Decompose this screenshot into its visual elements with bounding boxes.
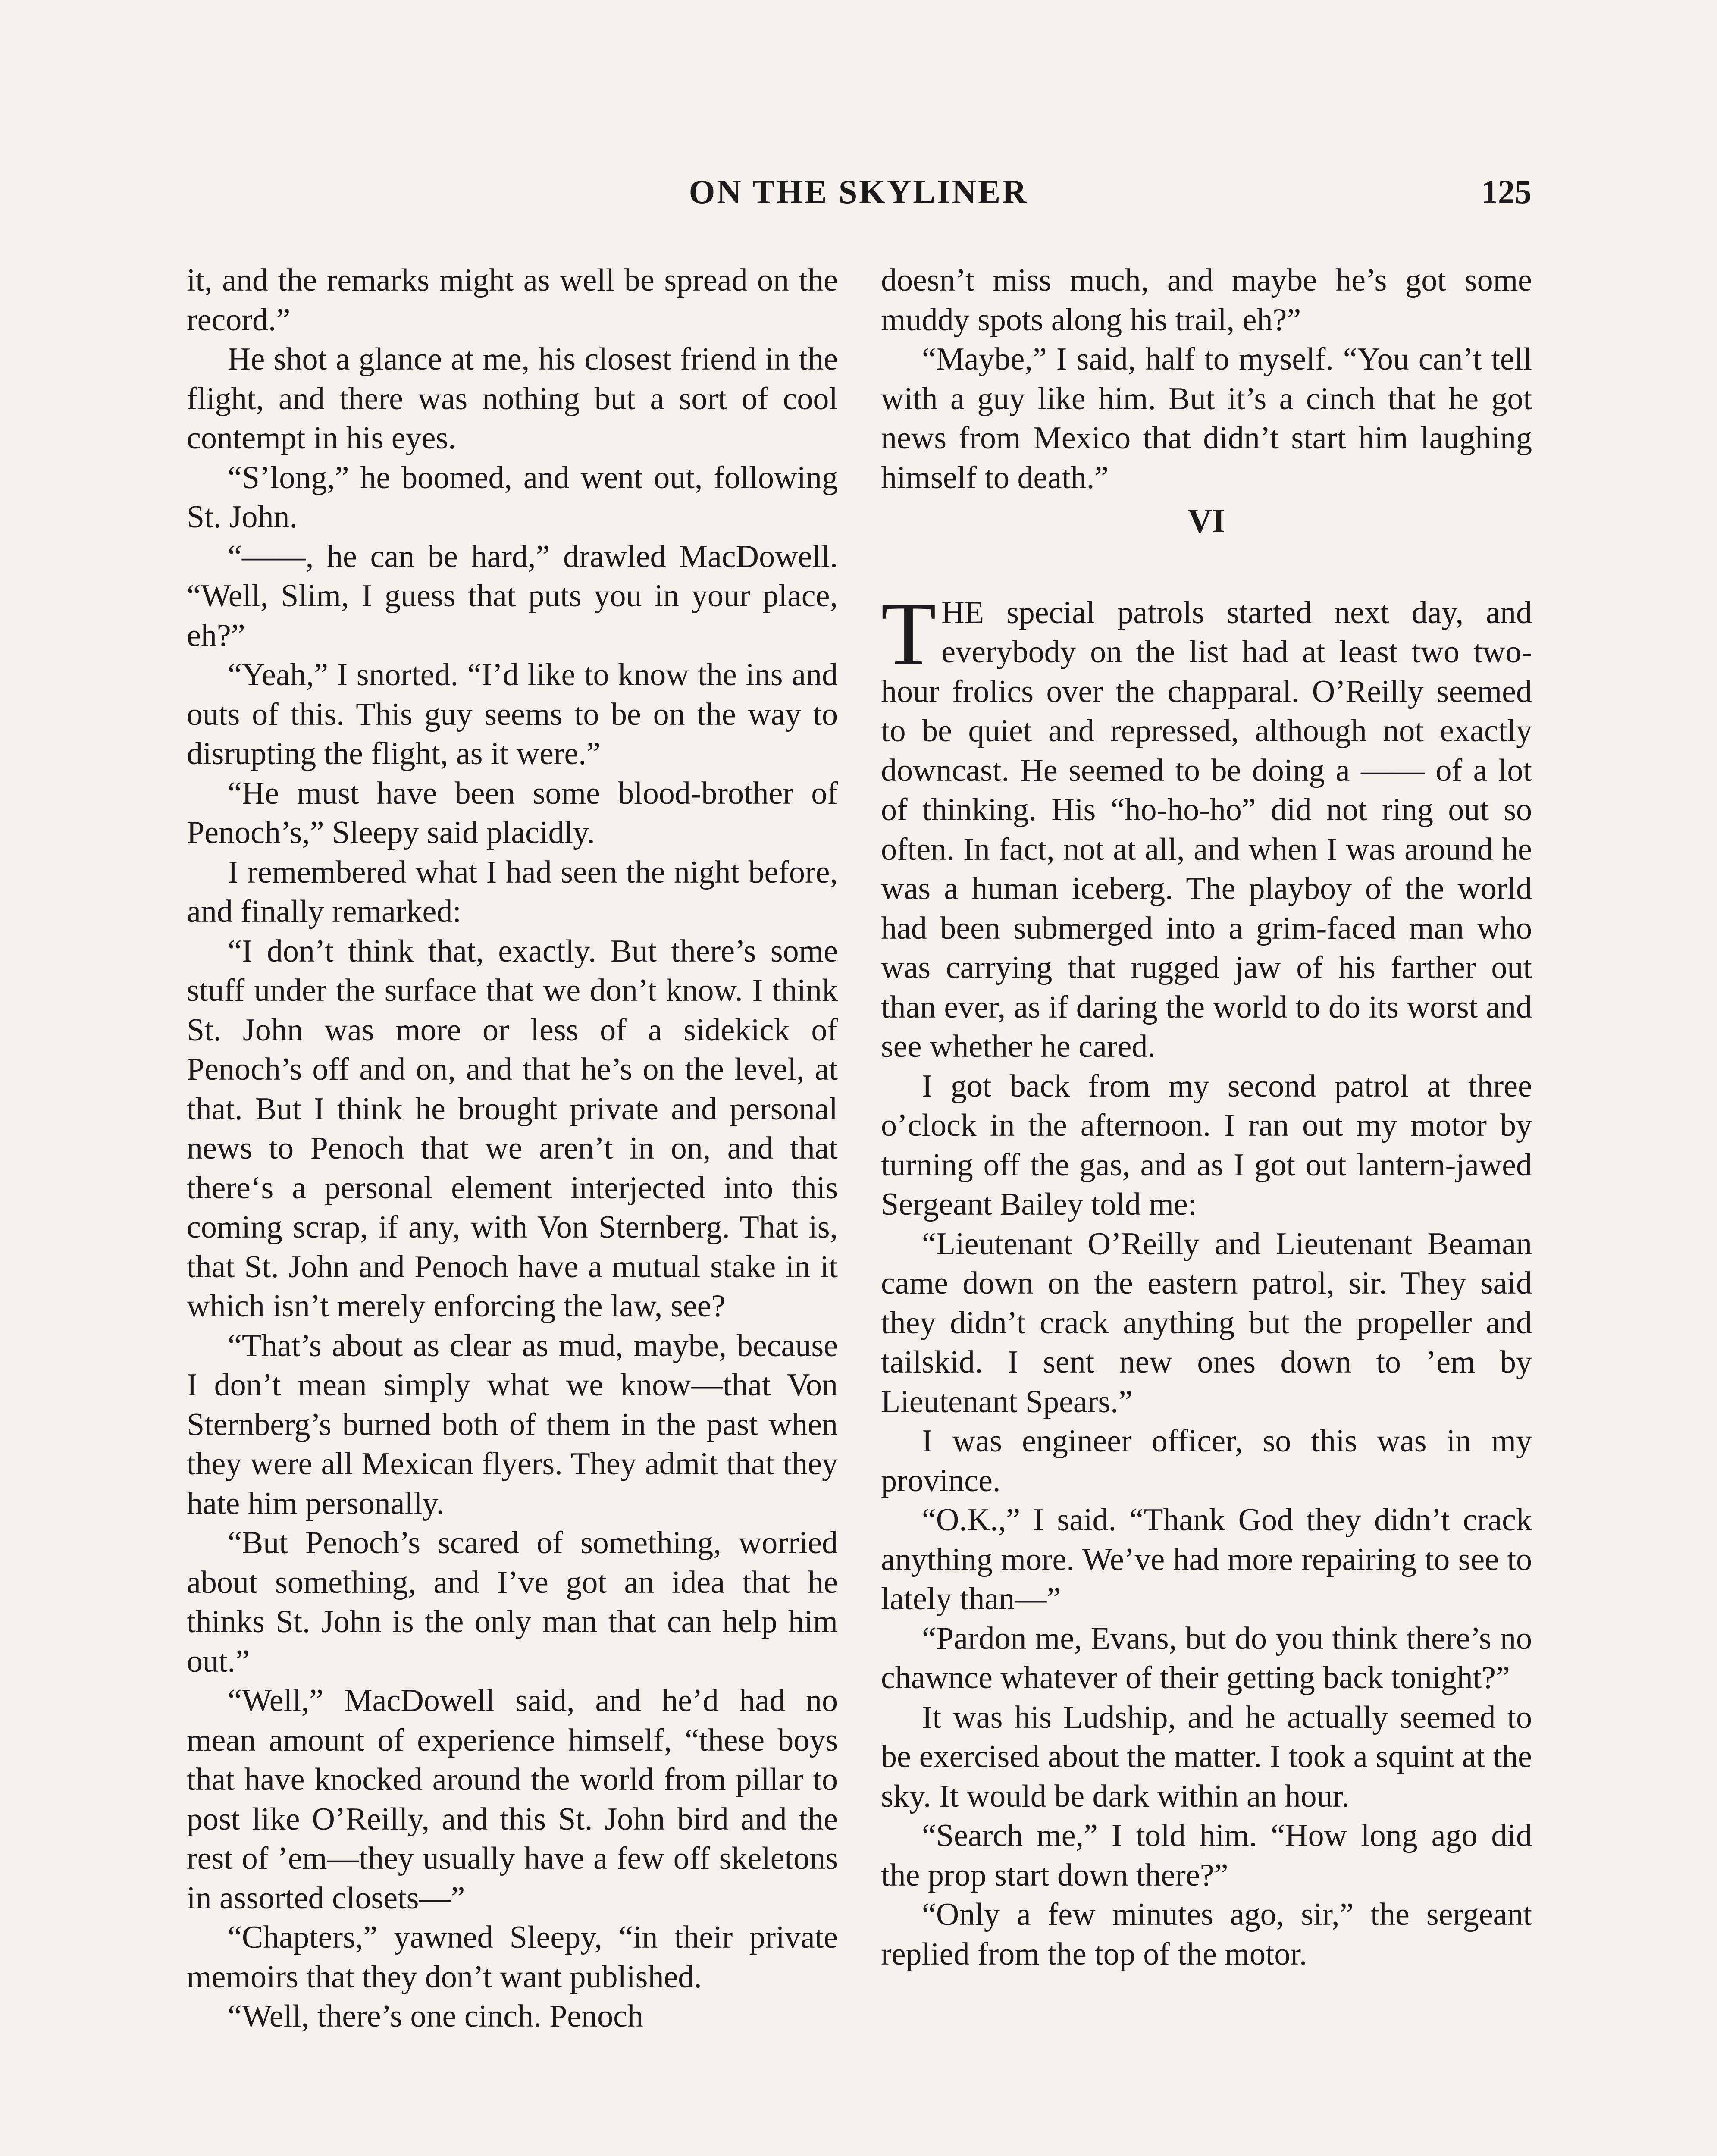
paragraph: “Yeah,” I snorted. “I’d like to know the ins and outs of this. This guy seems to be on the way to disrupting the flight, as it were.”: [187, 657, 838, 771]
drop-cap: T: [881, 583, 937, 684]
left-column: [187, 261, 838, 2037]
paragraph: I remembered what I had seen the night before, and finally remarked:: [187, 854, 838, 929]
paragraph: He shot a glance at me, his closest friend in the flight, and there was nothing but a sort of cool contempt in his eyes.: [187, 342, 838, 456]
paragraph: “He must have been some blood-brother of Penoch’s,” Sleepy said placidly.: [187, 775, 838, 850]
page-header: [185, 172, 1532, 224]
text-columns: [187, 261, 1530, 2156]
paragraph: “I don’t think that, exactly. But there’s some stuff under the surface that we don’t know. I think St. John was more or less of a sidekick of Penoch’s off and on, and that he’s on the level, at that. But I think he brought private and personal news to Penoch that we aren’t in on, and that there‘s a personal element interjected into this coming scrap, if any, with Von Sternberg. That is, that St. John and Penoch have a mutual stake in it which isn’t merely enforcing the law, see?: [187, 933, 838, 1324]
paragraph: “Chapters,” yawned Sleepy, “in their private memoirs that they don’t want published.: [187, 1920, 838, 1995]
paragraph: I was engineer officer, so this was in my province.: [881, 1423, 1532, 1498]
paragraph: “Maybe,” I said, half to myself. “You can’t tell with a guy like him. But it’s a cinch that he got news from Mexico that didn’t start him laughing himself to death.”: [881, 342, 1532, 495]
paragraph: “Well,” MacDowell said, and he’d had no mean amount of experience himself, “these boys that have knocked around the world from pillar to post like O’Reilly, and this St. John bird and the rest of ’em—they usually have a few off skeletons in assorted closets—”: [187, 1683, 838, 1916]
chapter-opening-paragraph: [881, 583, 1532, 1067]
paragraph: it, and the remarks might as well be spread on the record.”: [187, 263, 838, 338]
paragraph: “O.K.,” I said. “Thank God they didn’t crack anything more. We’ve had more repairing to see to lately than—”: [881, 1502, 1532, 1617]
paragraph: “But Penoch’s scared of something, worried about something, and I’ve got an idea that he thinks St. John is the only man that can help him out.”: [187, 1525, 838, 1679]
paragraph: “Only a few minutes ago, sir,” the sergeant replied from the top of the motor.: [881, 1897, 1532, 1972]
paragraph: I got back from my second patrol at three o’clock in the afternoon. I ran out my motor by turning off the gas, and as I got out lantern-jawed Sergeant Bailey told me:: [881, 1068, 1532, 1222]
paragraph: “——, he can be hard,” drawled MacDowell. “Well, Slim, I guess that puts you in your place, eh?”: [187, 539, 838, 653]
running-title: ON THE SKYLINER: [689, 173, 1028, 210]
paragraph: “Search me,” I told him. “How long ago did the prop start down there?”: [881, 1818, 1532, 1893]
paragraph: “That’s about as clear as mud, maybe, because I don’t mean simply what we know—that Von Sternberg’s burned both of them in the past when they were all Mexican flyers. They admit that they hate him personally.: [187, 1328, 838, 1521]
paragraph: “S’long,” he boomed, and went out, following St. John.: [187, 460, 838, 535]
paragraph: It was his Ludship, and he actually seemed to be exercised about the matter. I took a squint at the sky. It would be dark within an hour.: [881, 1699, 1532, 1814]
section-heading: VI: [1187, 502, 1225, 539]
paragraph: “Pardon me, Evans, but do you think there’s no chawnce whatever of their getting back tonight?”: [881, 1620, 1532, 1695]
right-column: [881, 261, 1532, 1974]
paragraph-text: HE special patrols started next day, and everybody on the list had at least two two-hour frolics over the chapparal. O’Reilly seemed to be quiet and repressed, although not exactly downcast. He seemed to be doing a —— of a lot of thinking. His “ho-ho-ho” did not ring out so often. In fact, not at all, and when I was around he was a human iceberg. The playboy of the world had been submerged into a grim-faced man who was carrying that rugged jaw of his farther out than ever, as if daring the world to do its worst and see whether he cared.: [881, 595, 1532, 1064]
page-number: 125: [1481, 173, 1532, 210]
paragraph: “Lieutenant O’Reilly and Lieutenant Beaman came down on the eastern patrol, sir. They said they didn’t crack anything but the propeller and tailskid. I sent new ones down to ’em by Lieutenant Spears.”: [881, 1226, 1532, 1420]
paragraph: doesn’t miss much, and maybe he’s got some muddy spots along his trail, eh?”: [881, 263, 1532, 338]
paragraph: “Well, there’s one cinch. Penoch: [228, 1999, 643, 2034]
